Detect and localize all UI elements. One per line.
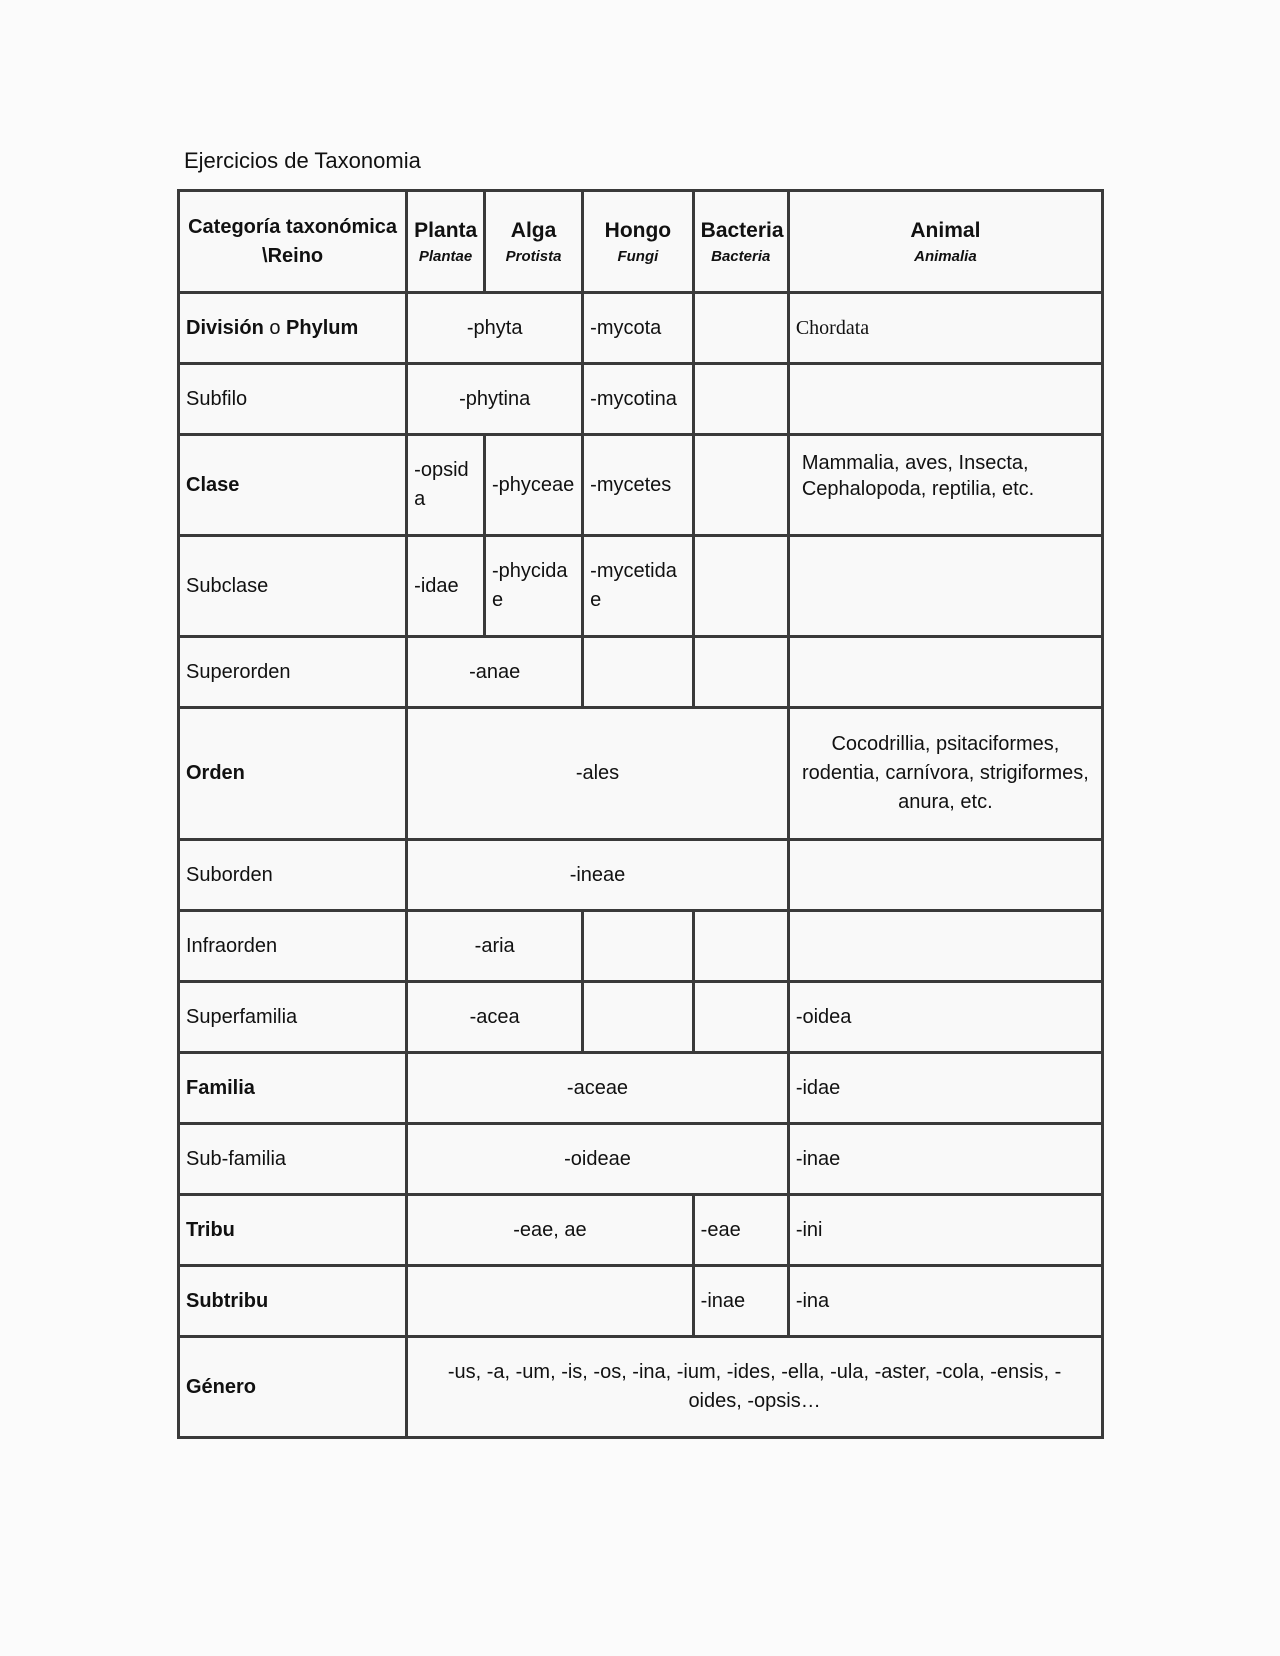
suffix-animal xyxy=(788,840,1102,911)
suffix-animal xyxy=(788,536,1102,637)
suffix-animal: Mammalia, aves, Insecta, Cephalopoda, reptilia, etc. xyxy=(788,435,1102,536)
suffix-bacteria xyxy=(693,536,788,637)
row-clase xyxy=(179,435,1103,536)
kingdom-name: Planta xyxy=(414,218,478,242)
category-label: Infraorden xyxy=(179,911,407,982)
suffix-planta-alga: -acea xyxy=(407,982,583,1053)
category-label: Orden xyxy=(179,708,407,840)
row-subclase xyxy=(179,536,1103,637)
category-label: Subtribu xyxy=(179,1266,407,1337)
suffix-bacteria: -inae xyxy=(693,1266,788,1337)
category-label: Clase xyxy=(179,435,407,536)
kingdom-scientific: Fungi xyxy=(617,247,659,265)
kingdom-scientific: Protista xyxy=(505,247,562,265)
suffix-animal: -ini xyxy=(788,1195,1102,1266)
row-superfamilia xyxy=(179,982,1103,1053)
suffix-planta-alga-hongo: -eae, ae xyxy=(407,1195,693,1266)
suffix-planta: -idae xyxy=(407,536,485,637)
row-infraorden xyxy=(179,911,1103,982)
suffix-alga: -phycidae xyxy=(484,536,582,637)
suffix-animal: -idae xyxy=(788,1053,1102,1124)
suffix-bacteria xyxy=(693,364,788,435)
row-subfamilia xyxy=(179,1124,1103,1195)
category-label: Género xyxy=(179,1337,407,1438)
suffix-bacteria xyxy=(693,911,788,982)
suffix-alga: -phyceae xyxy=(484,435,582,536)
suffix-hongo xyxy=(583,911,694,982)
row-orden xyxy=(179,708,1103,840)
suffix-bacteria xyxy=(693,982,788,1053)
header-category: Categoría taxonómica \Reino xyxy=(179,191,407,293)
suffix-bacteria xyxy=(693,435,788,536)
header-row xyxy=(179,191,1103,293)
suffix-planta-alga: -aria xyxy=(407,911,583,982)
suffix-bacteria xyxy=(693,637,788,708)
taxonomy-table xyxy=(177,189,1104,1439)
kingdom-scientific: Plantae xyxy=(418,247,473,265)
suffix-planta: -opsida xyxy=(407,435,485,536)
category-label: Superfamilia xyxy=(179,982,407,1053)
category-label: Subclase xyxy=(179,536,407,637)
suffix-planta-alga: -anae xyxy=(407,637,583,708)
suffix-animal: Chordata xyxy=(788,293,1102,364)
header-hongo xyxy=(583,191,694,293)
suffix-hongo xyxy=(583,982,694,1053)
category-label: Tribu xyxy=(179,1195,407,1266)
suffix-animal xyxy=(788,911,1102,982)
suffix-animal: -oidea xyxy=(788,982,1102,1053)
row-tribu xyxy=(179,1195,1103,1266)
suffix-hongo: -mycotina xyxy=(583,364,694,435)
category-label: Familia xyxy=(179,1053,407,1124)
kingdom-scientific: Animalia xyxy=(914,247,977,265)
label-part: División xyxy=(186,316,264,339)
header-planta xyxy=(407,191,485,293)
label-connector: o xyxy=(269,316,281,339)
suffix-planta-alga: -phytina xyxy=(407,364,583,435)
kingdom-name: Alga xyxy=(510,218,557,242)
kingdom-name: Animal xyxy=(910,218,981,242)
kingdom-name: Bacteria xyxy=(700,218,784,242)
kingdom-scientific: Bacteria xyxy=(711,247,771,265)
row-subtribu xyxy=(179,1266,1103,1337)
row-subfilo xyxy=(179,364,1103,435)
category-label: Superorden xyxy=(179,637,407,708)
suffix-shared: -oideae xyxy=(407,1124,789,1195)
suffix-hongo: -mycota xyxy=(583,293,694,364)
header-alga xyxy=(484,191,582,293)
header-bacteria xyxy=(693,191,788,293)
category-label: Sub-familia xyxy=(179,1124,407,1195)
document-title: Ejercicios de Taxonomia xyxy=(184,148,421,173)
header-animal xyxy=(788,191,1102,293)
category-label xyxy=(179,293,407,364)
suffix-animal: -inae xyxy=(788,1124,1102,1195)
suffix-shared: -ineae xyxy=(407,840,789,911)
row-superorden xyxy=(179,637,1103,708)
row-suborden xyxy=(179,840,1103,911)
suffix-hongo xyxy=(583,637,694,708)
suffix-shared: -ales xyxy=(407,708,789,840)
suffix-shared: -aceae xyxy=(407,1053,789,1124)
kingdom-name: Hongo xyxy=(604,218,672,242)
suffix-animal xyxy=(788,364,1102,435)
suffix-all: -us, -a, -um, -is, -os, -ina, -ium, -ides, -ella, -ula, -aster, -cola, -ensis, -oides, -opsis… xyxy=(407,1337,1103,1438)
suffix-planta-alga-hongo xyxy=(407,1266,693,1337)
suffix-animal: -ina xyxy=(788,1266,1102,1337)
category-label: Suborden xyxy=(179,840,407,911)
row-familia xyxy=(179,1053,1103,1124)
suffix-planta-alga: -phyta xyxy=(407,293,583,364)
label-part: Phylum xyxy=(286,316,359,339)
suffix-animal: Cocodrillia, psitaciformes, rodentia, carnívora, strigiformes, anura, etc. xyxy=(788,708,1102,840)
suffix-bacteria xyxy=(693,293,788,364)
row-genero xyxy=(179,1337,1103,1438)
row-division xyxy=(179,293,1103,364)
suffix-animal xyxy=(788,637,1102,708)
category-label: Subfilo xyxy=(179,364,407,435)
suffix-hongo: -mycetes xyxy=(583,435,694,536)
suffix-bacteria: -eae xyxy=(693,1195,788,1266)
suffix-hongo: -mycetidae xyxy=(583,536,694,637)
